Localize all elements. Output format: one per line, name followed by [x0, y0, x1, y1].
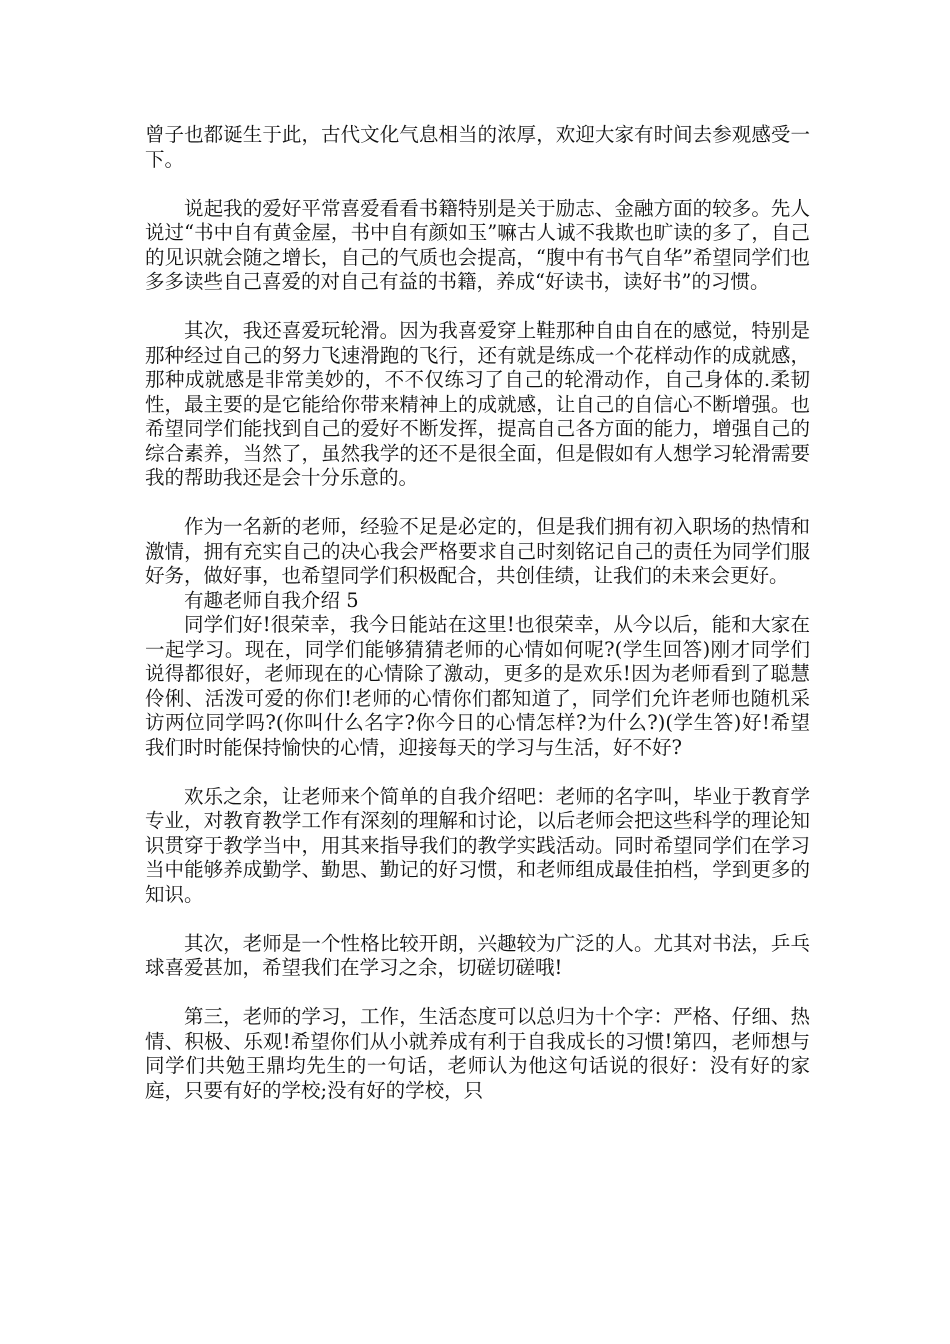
section-heading: 有趣老师自我介绍 5 — [184, 588, 359, 612]
paragraph-3: 其次，我还喜爱玩轮滑。因为我喜爱穿上鞋那种自由自在的感觉，特别是那种经过自己的努力飞速滑跑的飞行，还有就是练成一个花样动作的成就感，那种成就感是非常美妙的，不不仅练习了自己的轮滑动作，自己身体的.柔韧性，最主要的是它能给你带来精神上的成就感，让自己的自信心不断增强。也希望同学们能找到自己的爱好不断发挥，提高自己各方面的能力，增强自己的综合素养，当然了，虽然我学的还不是很全面，但是假如有人想学习轮滑需要我的帮助我还是会十分乐意的。 — [145, 319, 810, 489]
paragraph-1: 曾子也都诞生于此，古代文化气息相当的浓厚，欢迎大家有时间去参观感受一下。 — [145, 123, 810, 171]
paragraph-6: 欢乐之余，让老师来个简单的自我介绍吧：老师的名字叫，毕业于教育学专业，对教育教学工作有深刻的理解和讨论，以后老师会把这些科学的理论知识贯穿于教学当中，用其来指导我们的教学实践活动。同时希望同学们在学习当中能够养成勤学、勤思、勤记的好习惯，和老师组成最佳拍档，学到更多的知识。 — [145, 784, 810, 906]
paragraph-5: 同学们好!很荣幸，我今日能站在这里!也很荣幸，从今以后，能和大家在一起学习。现在，同学们能够猜猜老师的心情如何呢?(学生回答)刚才同学们说得都很好，老师现在的心情除了激动，更多的是欢乐!因为老师看到了聪慧伶俐、活泼可爱的你们!老师的心情你们都知道了，同学们允许老师也随机采访两位同学吗?(你叫什么名字?你今日的心情怎样?为什么?)(学生答)好!希望我们时时能保持愉快的心情，迎接每天的学习与生活，好不好? — [145, 613, 810, 759]
paragraph-8: 第三，老师的学习，工作，生活态度可以总归为十个字：严格、仔细、热情、积极、乐观!希望你们从小就养成有利于自我成长的习惯!第四，老师想与同学们共勉王鼎均先生的一句话，老师认为他这句话说的很好：没有好的家庭，只要有好的学校;没有好的学校，只 — [145, 1005, 810, 1102]
paragraph-4: 作为一名新的老师，经验不足是必定的，但是我们拥有初入职场的热情和激情，拥有充实自己的决心我会严格要求自己时刻铭记自己的责任为同学们服好务，做好事，也希望同学们积极配合，共创佳绩，让我们的未来会更好。 — [145, 515, 810, 587]
document-page — [145, 123, 810, 1103]
paragraph-7: 其次，老师是一个性格比较开朗，兴趣较为广泛的人。尤其对书法，乒乓球喜爱甚加，希望我们在学习之余，切磋切磋哦! — [145, 931, 810, 979]
paragraph-2: 说起我的爱好平常喜爱看看书籍特别是关于励志、金融方面的较多。先人说过“书中自有黄金屋，书中自有颜如玉”嘛古人诚不我欺也旷读的多了，自己的见识就会随之增长，自己的气质也会提高，“腹中有书气自华”希望同学们也多多读些自己喜爱的对自己有益的书籍，养成“好读书，读好书”的习惯。 — [145, 196, 810, 293]
